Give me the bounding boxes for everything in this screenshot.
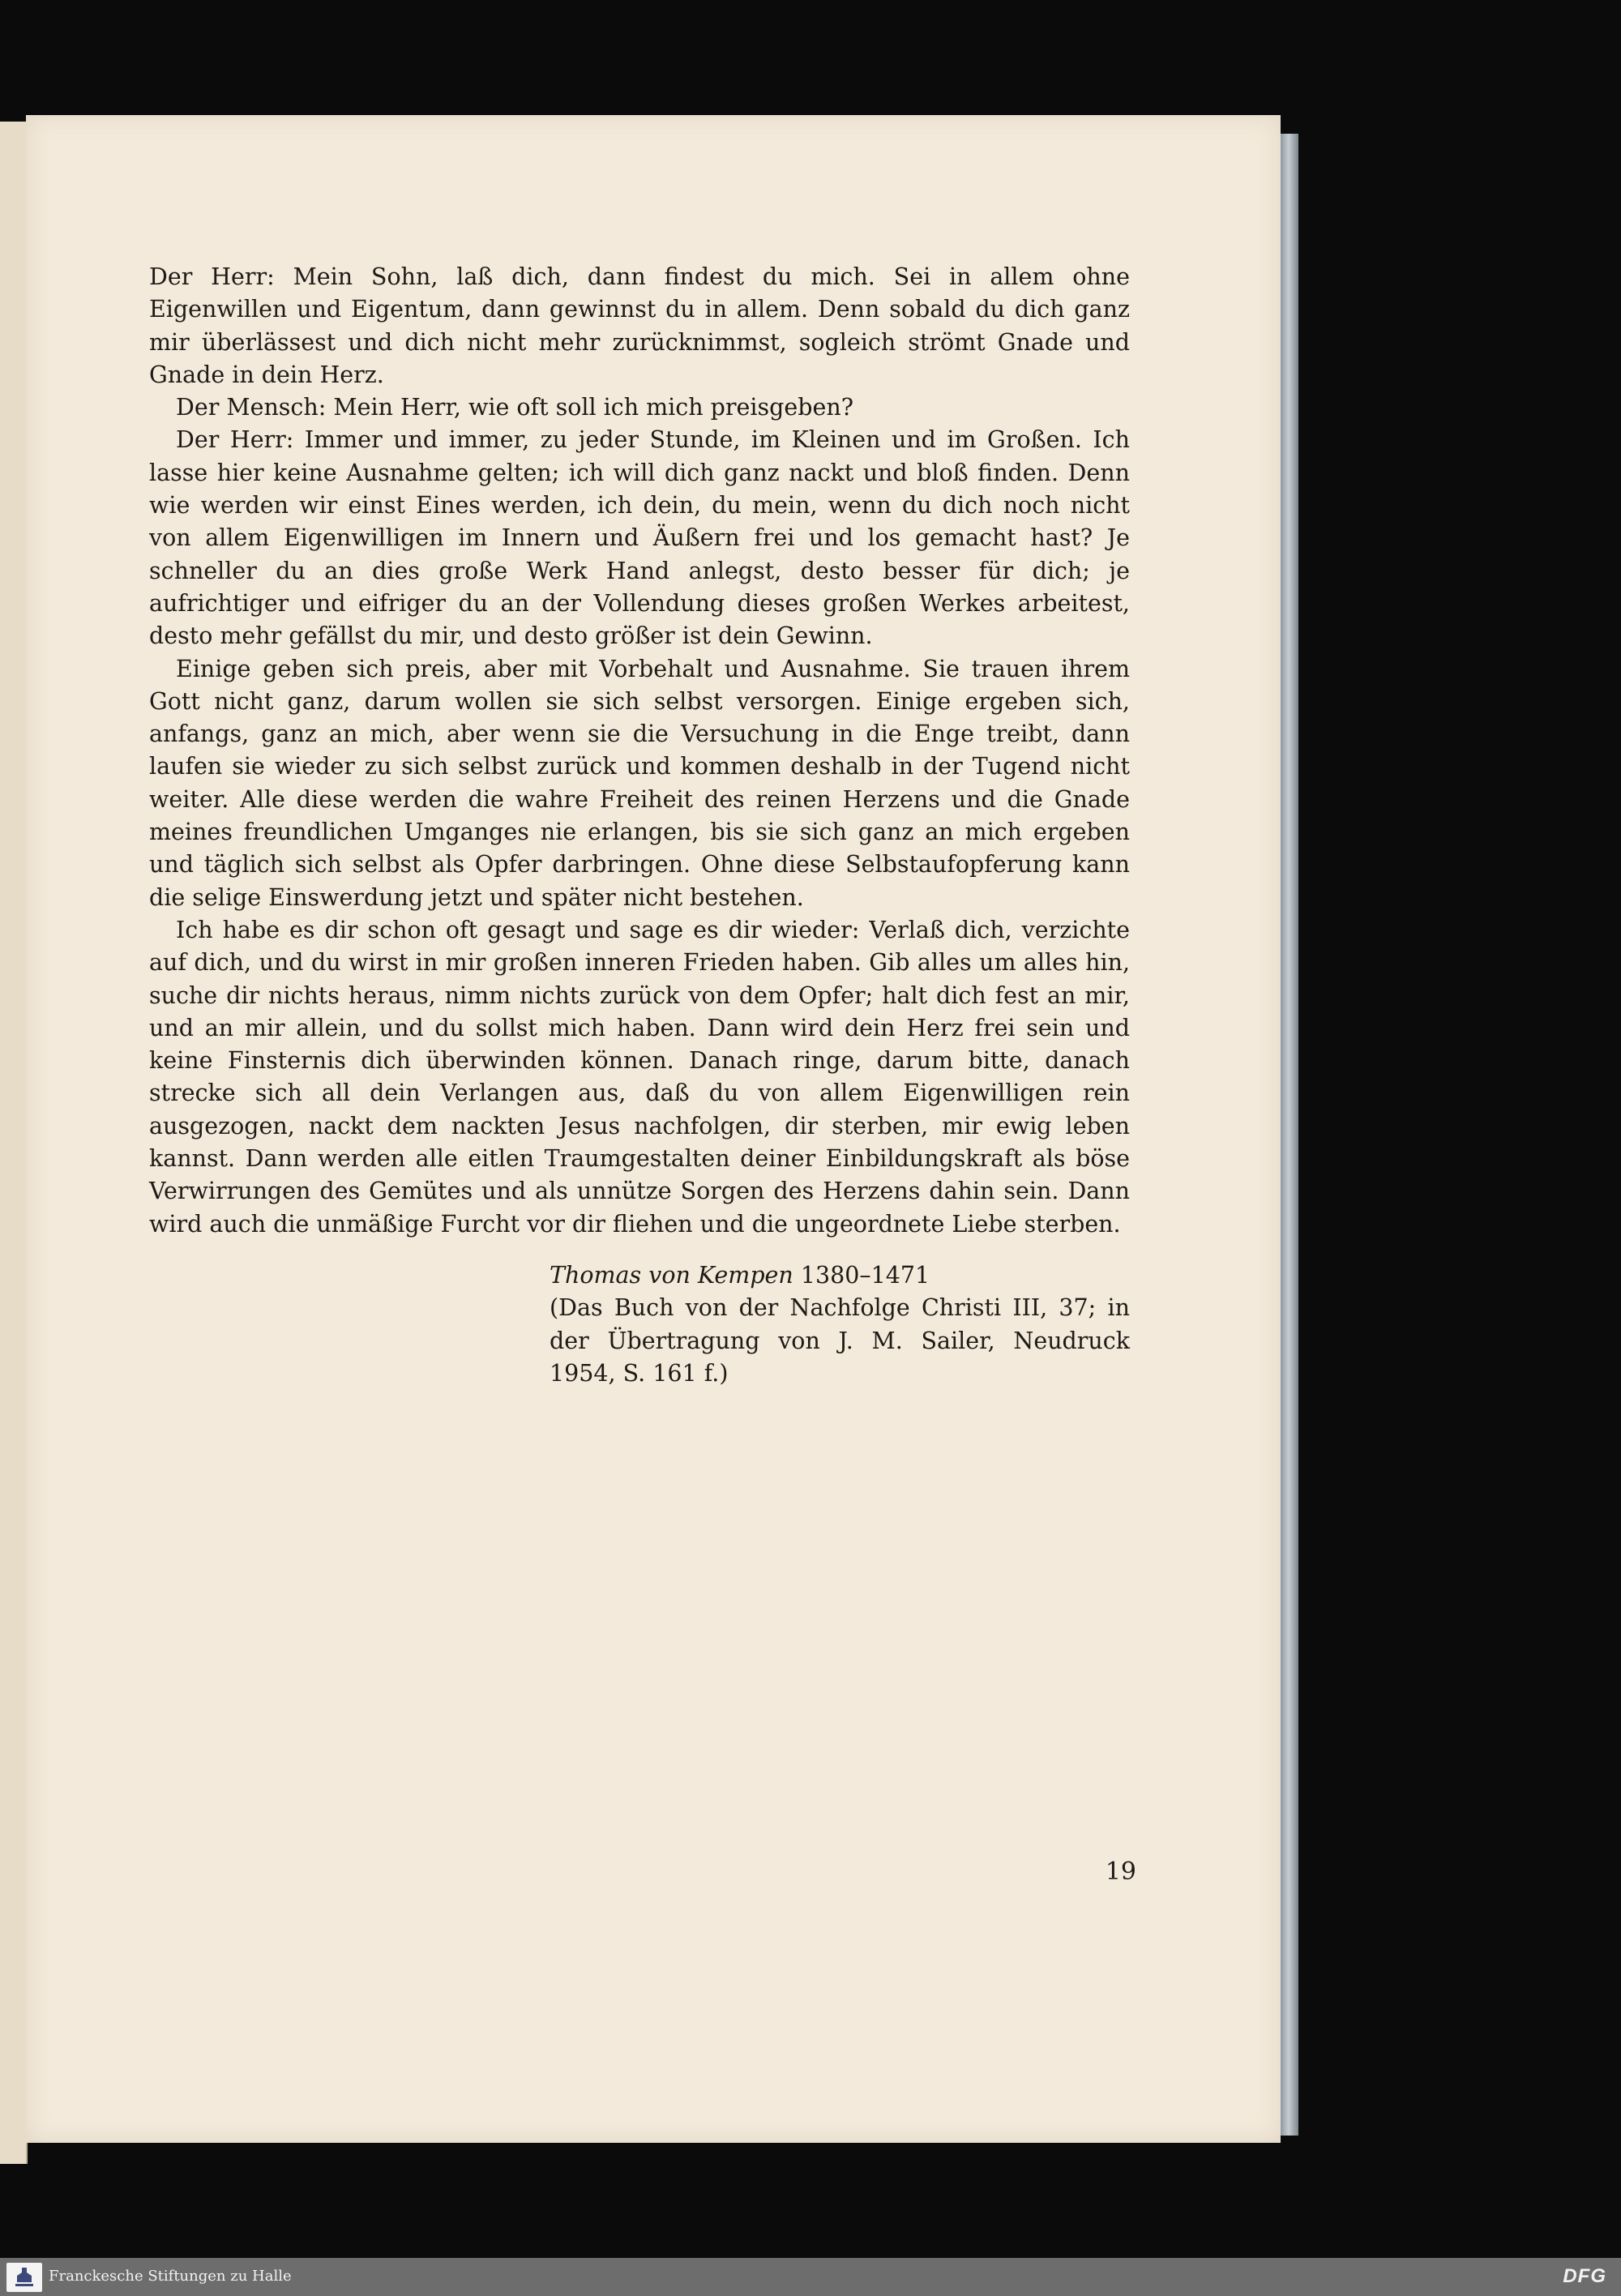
- franckesche-stiftungen-logo-icon[interactable]: [6, 2263, 42, 2292]
- citation-source: (Das Buch von der Nachfolge Christi III, 37; in der Übertragung von J. M. Sailer, Neudruck 1954, S. 161 f.): [550, 1294, 1130, 1387]
- body-text: [149, 261, 1130, 1241]
- paragraph: Der Herr: Immer und immer, zu jeder Stunde, im Kleinen und im Großen. Ich lasse hier keine Ausnahme gelten; ich will dich ganz nackt und bloß finden. Denn wie werden wir einst Eines werden, ich dein, du mein, wenn du dich noch nicht von allem Eigenwilligen im Innern und Äußern frei und los gemacht hast? Je schneller du an dies große Werk Hand anlegst, desto besser für dich; je aufrichtiger und eifriger du an der Vollendung dieses großen Werkes arbeitest, desto mehr gefällst du mir, und desto größer ist dein Gewinn.: [149, 426, 1130, 650]
- paragraph: Ich habe es dir schon oft gesagt und sage es dir wieder: Verlaß dich, verzichte auf dich, und du wirst in mir großen inneren Frieden haben. Gib alles um alles hin, suche dir nichts heraus, nimm nichts zurück von dem Opfer; halt dich fest an mir, und an mir allein, und du sollst mich haben. Dann wird dein Herz frei sein und keine Finsternis dich überwinden können. Danach ringe, darum bitte, danach strecke sich all dein Verlangen aus, daß du von allem Eigenwilligen rein ausgezogen, nackt dem nackten Jesus nachfolgen, dir sterben, mir ewig leben kannst. Dann werden alle eitlen Traumgestalten deiner Einbildungskraft als böse Verwirrungen des Gemütes und als unnütze Sorgen des Herzens dahin sein. Dann wird auch die unmäßige Furcht vor dir fliehen und die ungeordnete Liebe sterben.: [149, 916, 1130, 1238]
- book-spine: [1281, 134, 1298, 2136]
- paragraph: Der Mensch: Mein Herr, wie oft soll ich mich preisgeben?: [176, 394, 854, 421]
- paragraph: Der Herr: Mein Sohn, laß dich, dann findest du mich. Sei in allem ohne Eigenwillen und Eigentum, dann gewinnst du in allem. Denn sobald du dich ganz mir überlässest und dich nicht mehr zurücknimmst, sogleich strömt Gnade und Gnade in dein Herz.: [149, 263, 1130, 388]
- citation: [550, 1259, 1130, 1390]
- citation-author: Thomas von Kempen: [550, 1262, 793, 1289]
- citation-author-line: [550, 1259, 1130, 1292]
- left-page-edge: [0, 122, 28, 2164]
- page-number: 19: [1105, 1858, 1136, 1886]
- dfg-logo[interactable]: DFG: [1563, 2265, 1606, 2287]
- paragraph: Einige geben sich preis, aber mit Vorbehalt und Ausnahme. Sie trauen ihrem Gott nicht ganz, darum wollen sie sich selbst versorgen. Einige ergeben sich, anfangs, ganz an mich, aber wenn sie die Versuchung in die Enge treibt, dann laufen sie wieder zu sich selbst zurück und kommen deshalb in der Tugend nicht weiter. Alle diese werden die wahre Freiheit des reinen Herzens und die Gnade meines freundlichen Umganges nie erlangen, bis sie sich ganz an mich ergeben und täglich sich selbst als Opfer darbringen. Ohne diese Selbstaufopferung kann die selige Einswerdung jetzt und später nicht bestehen.: [149, 655, 1130, 911]
- book-page: [26, 115, 1281, 2143]
- citation-years: 1380–1471: [800, 1262, 930, 1289]
- footer-institution[interactable]: Franckesche Stiftungen zu Halle: [49, 2268, 292, 2285]
- viewer-footer: [0, 2258, 1621, 2296]
